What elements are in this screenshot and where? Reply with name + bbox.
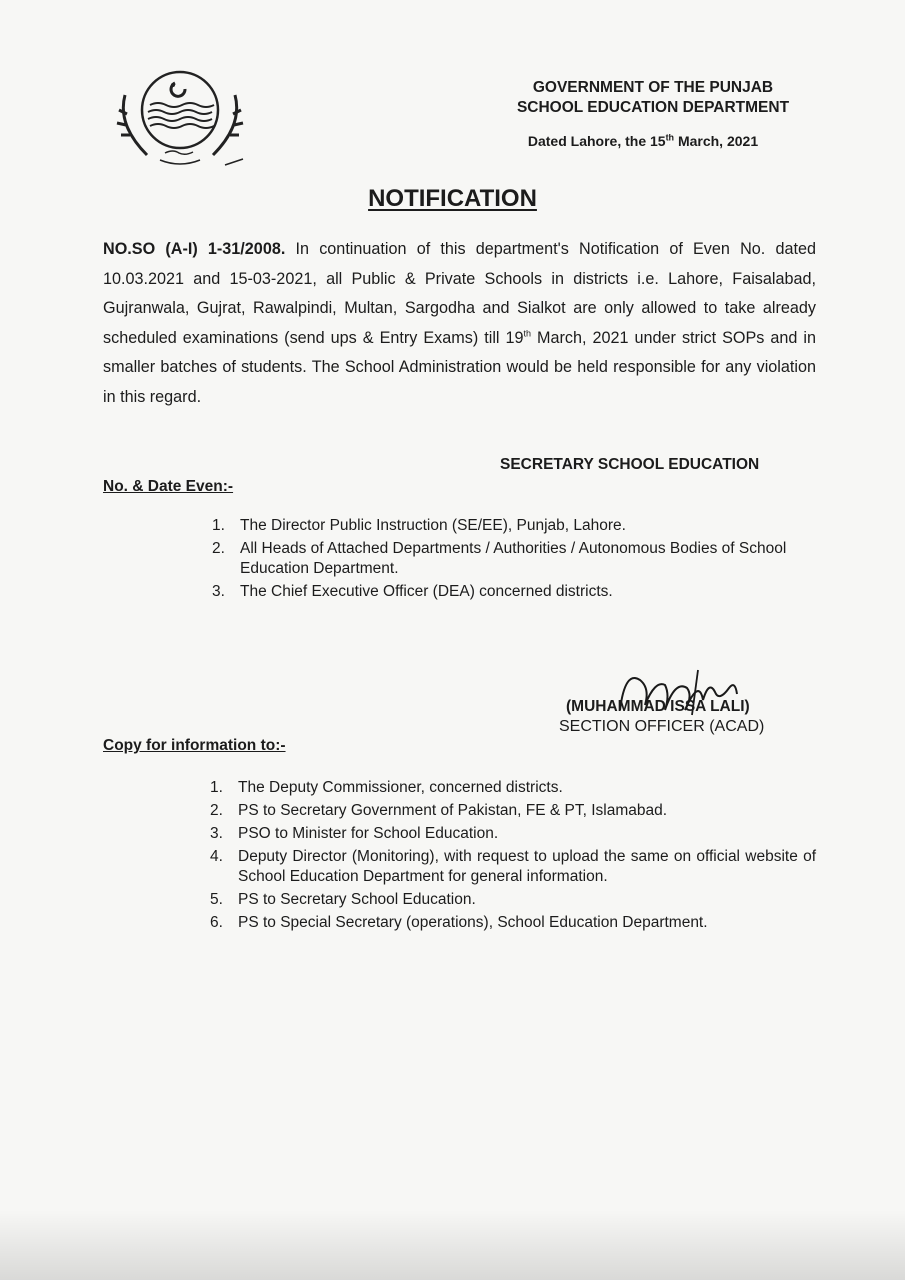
page-bottom-shadow xyxy=(0,1210,905,1280)
date-suffix: March, 2021 xyxy=(674,133,759,149)
body-text-part2: March, 2021 under strict SOPs and in smaller batches of students. The School Administration would be held responsible for any violation in this regard. xyxy=(103,328,817,406)
date-prefix: Dated Lahore, the 15 xyxy=(527,133,666,149)
date-superscript: th xyxy=(665,132,675,143)
list-item: 4. Deputy Director (Monitoring), with request to upload the same on official website of School Education Department for general information. xyxy=(210,848,816,885)
no-date-even-heading: No. & Date Even:- xyxy=(103,478,234,495)
list-item: 6. PS to Special Secretary (operations), School Education Department. xyxy=(210,914,708,931)
list-item: 3. PSO to Minister for School Education. xyxy=(210,825,499,842)
punjab-emblem-logo xyxy=(105,65,255,175)
list-item: 2. PS to Secretary Government of Pakistan, FE & PT, Islamabad. xyxy=(210,802,668,819)
header-line-department: SCHOOL EDUCATION DEPARTMENT xyxy=(516,99,790,116)
header-date xyxy=(493,133,793,149)
list-item: 5. PS to Secretary School Education. xyxy=(210,891,476,908)
signatory-designation: SECTION OFFICER (ACAD) xyxy=(559,718,765,735)
list-item: 2. All Heads of Attached Departments / Authorities / Autonomous Bodies of School Education Department. xyxy=(212,540,787,577)
body-superscript: th xyxy=(523,328,532,339)
list-item: 3. The Chief Executive Officer (DEA) concerned districts. xyxy=(212,583,613,600)
no-date-even-list xyxy=(212,516,812,605)
copy-info-list xyxy=(210,778,816,936)
signatory-name: (MUHAMMAD ISSA LALI) xyxy=(566,698,750,715)
copy-info-heading: Copy for information to:- xyxy=(103,737,286,754)
list-item: 1. The Director Public Instruction (SE/EE), Punjab, Lahore. xyxy=(212,517,626,534)
secretary-label: SECRETARY SCHOOL EDUCATION xyxy=(500,456,760,473)
notification-reference: NO.SO (A-I) 1-31/2008. xyxy=(103,240,286,258)
header-department xyxy=(493,78,813,118)
notification-body xyxy=(103,235,816,412)
notification-title: NOTIFICATION xyxy=(368,185,537,212)
list-item: 1. The Deputy Commissioner, concerned districts. xyxy=(210,779,563,796)
body-text-part1: In continuation of this department's Notification of Even No. dated 10.03.2021 and 15-03-2021, all Public & Private Schools in districts i.e. Lahore, Faisalabad, Gujranwala, Gujrat, Rawalpindi, Multan, Sargodha and Sialkot are only allowed to take already scheduled examinations (send ups & Entry Exams) till 19 xyxy=(103,240,816,347)
header-line-government: GOVERNMENT OF THE PUNJAB xyxy=(532,79,774,96)
